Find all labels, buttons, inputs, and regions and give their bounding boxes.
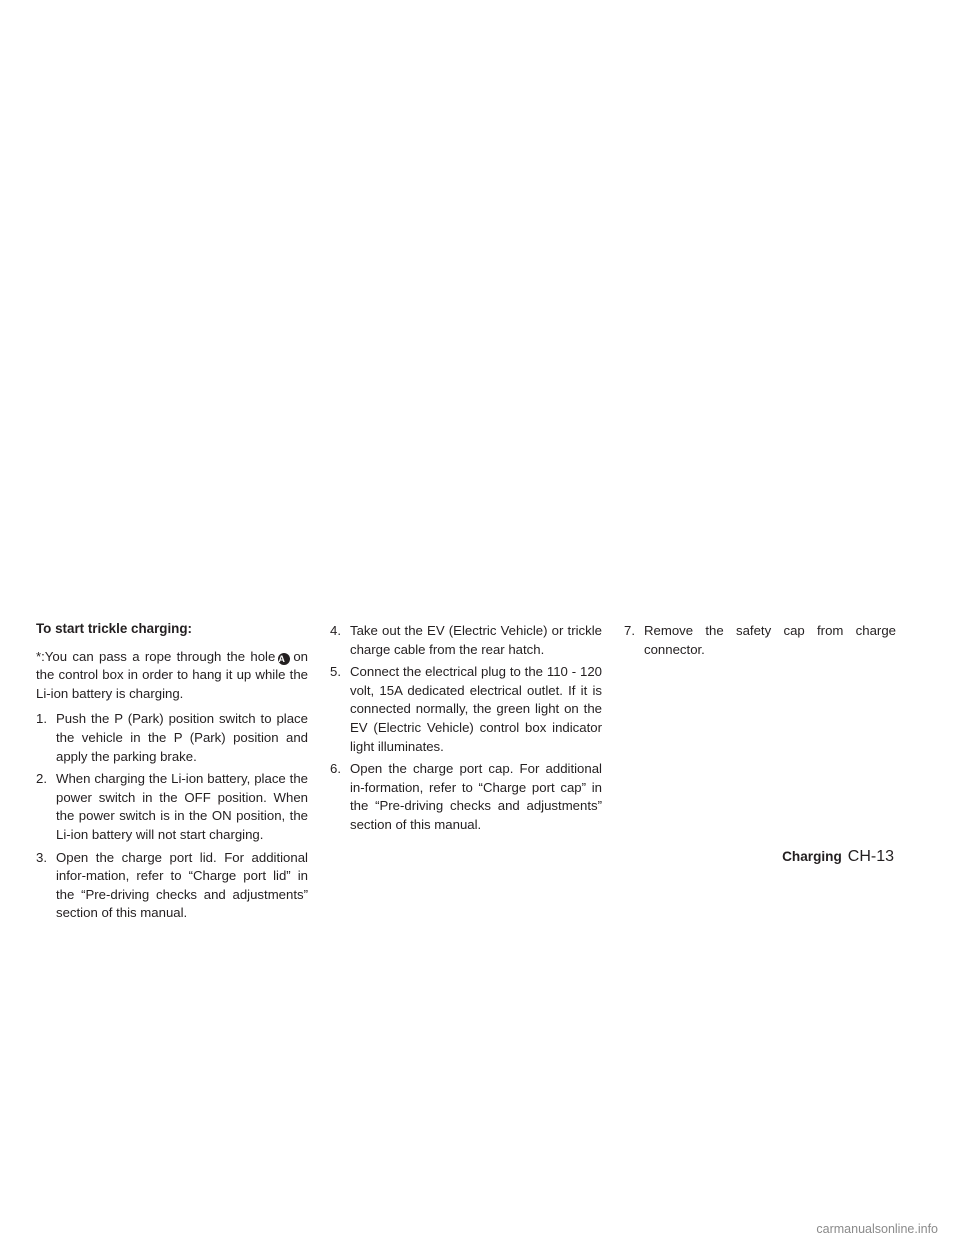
- page-footer: [782, 848, 894, 866]
- rope-note: [36, 648, 308, 704]
- list-item: [36, 849, 308, 923]
- step-text: Open the charge port lid. For additional infor-mation, refer to “Charge port lid” in the “Pre-driving checks and adjustments” section of this manual.: [56, 849, 308, 921]
- column-right: [624, 622, 896, 663]
- step-number: 1.: [36, 711, 47, 727]
- note-text-before: *:You can pass a rope through the hole: [36, 648, 276, 664]
- note-text-after: on the control box in order to hang it up while the Li-ion battery is charging.: [36, 648, 308, 701]
- list-item: [330, 663, 602, 756]
- step-number: 4.: [330, 623, 341, 638]
- step-text: Connect the electrical plug to the 110 - 120 volt, 15A dedicated electrical outlet. If it is connected normally, the green light on the EV (Electric Vehicle) control box indicator light illuminates.: [350, 664, 602, 754]
- list-item: [36, 770, 308, 844]
- watermark: carmanualsonline.info: [816, 1222, 938, 1236]
- steps-list-part-1: [36, 710, 308, 923]
- list-item: [330, 622, 602, 659]
- step-text: When charging the Li-ion battery, place the power switch in the OFF position. When the power switch is in the ON position, the Li-ion battery will not start charging.: [56, 771, 308, 842]
- list-item: [330, 760, 602, 834]
- steps-list-part-3: [624, 622, 896, 659]
- list-item: [624, 622, 896, 659]
- section-heading: To start trickle charging:: [36, 621, 193, 636]
- column-middle: [330, 622, 602, 839]
- column-left: [36, 620, 308, 927]
- step-text: Remove the safety cap from charge connector.: [644, 623, 896, 657]
- steps-list-part-2: [330, 622, 602, 835]
- step-number: 2.: [36, 771, 47, 787]
- footer-section-title: Charging: [782, 849, 842, 864]
- step-number: 6.: [330, 761, 341, 777]
- callout-a-icon: A: [278, 653, 290, 665]
- step-number: 5.: [330, 664, 341, 680]
- list-item: [36, 710, 308, 766]
- step-number: 3.: [36, 849, 47, 865]
- step-text: Take out the EV (Electric Vehicle) or trickle charge cable from the rear hatch.: [350, 623, 602, 657]
- page-number: CH-13: [847, 848, 894, 865]
- step-number: 7.: [624, 623, 635, 638]
- step-text: Open the charge port cap. For additional in-formation, refer to “Charge port cap” in the “Pre-driving checks and adjustments” section of this manual.: [350, 761, 602, 832]
- step-text: Push the P (Park) position switch to place the vehicle in the P (Park) position and apply the parking brake.: [56, 711, 308, 764]
